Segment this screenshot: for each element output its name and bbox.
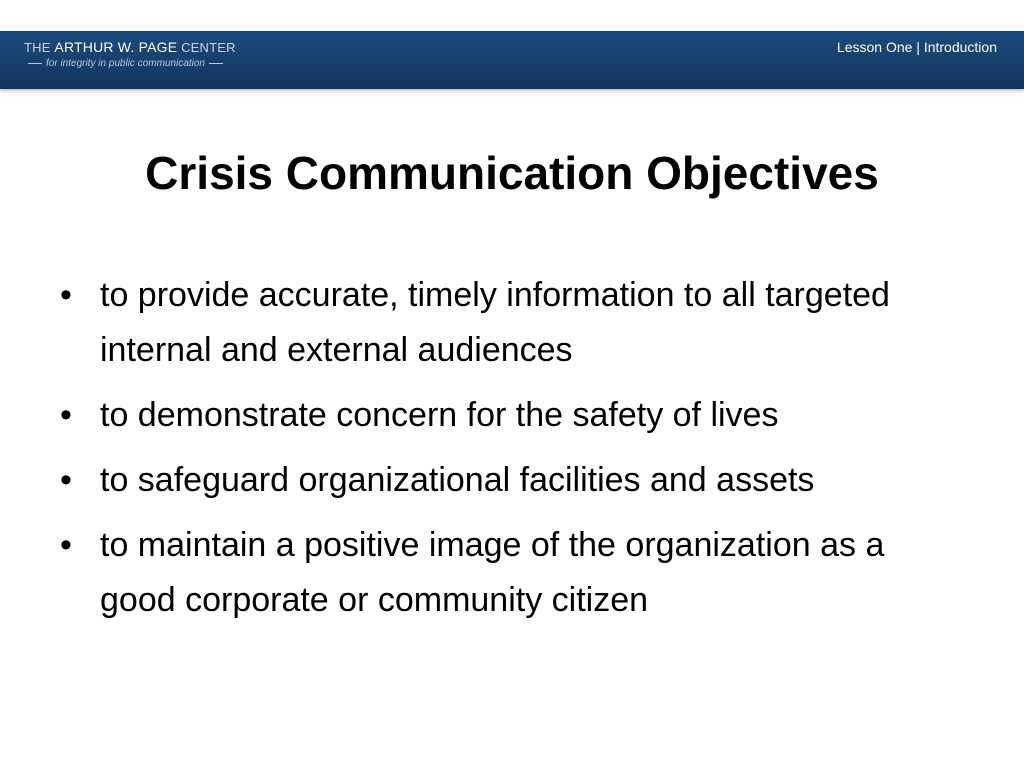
- slide-title: Crisis Communication Objectives: [145, 147, 879, 199]
- tagline-rule-left: [28, 63, 42, 64]
- bullet-icon: •: [60, 526, 72, 564]
- logo-tagline: for integrity in public communication: [46, 58, 205, 69]
- bullet-icon: •: [60, 461, 72, 499]
- bullet-text: to provide accurate, timely information to all targeted internal and external audiences: [100, 276, 890, 369]
- list-item: [60, 388, 960, 443]
- lesson-label: Lesson One | Introduction: [836, 39, 997, 55]
- tagline-rule-right: [209, 63, 223, 64]
- bullet-text: to maintain a positive image of the organization as a good corporate or community citizen: [100, 526, 885, 619]
- bullet-text: to safeguard organizational facilities and assets: [100, 461, 815, 499]
- logo-main-text: ARTHUR W. PAGE: [54, 39, 178, 55]
- objectives-list: [60, 268, 960, 638]
- list-item: [60, 453, 960, 508]
- logo-suffix: CENTER: [177, 40, 236, 55]
- list-item: [60, 268, 960, 378]
- page-center-logo: [24, 39, 236, 69]
- list-item: [60, 518, 960, 628]
- logo-prefix: THE: [24, 40, 55, 55]
- bullet-text: to demonstrate concern for the safety of lives: [100, 396, 779, 434]
- header-bar: [0, 31, 1024, 89]
- bullet-icon: •: [60, 396, 72, 434]
- logo-tagline-row: [24, 58, 236, 69]
- bullet-icon: •: [60, 276, 72, 314]
- logo-wordmark: [24, 39, 236, 55]
